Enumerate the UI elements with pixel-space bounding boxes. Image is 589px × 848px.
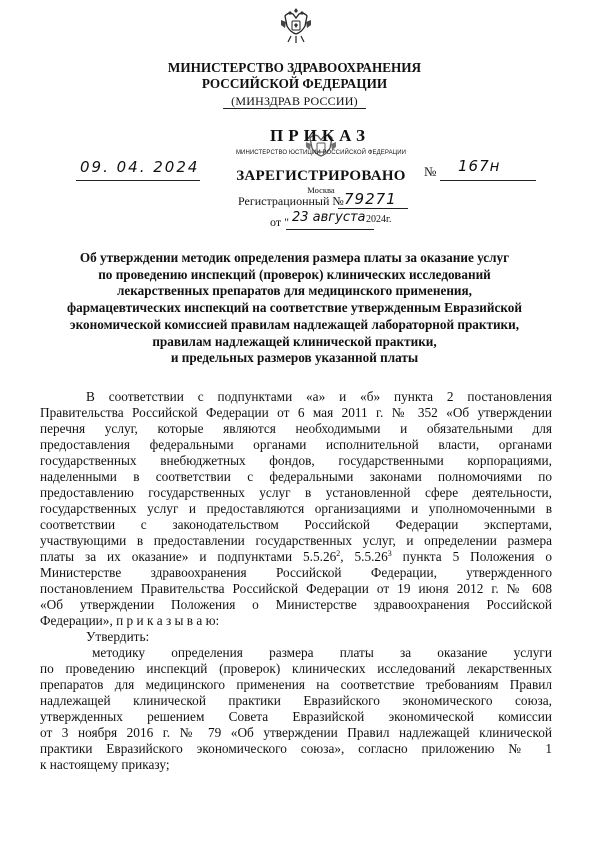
body-line: надлежащей клинической практики Евразийского экономического союза, <box>40 693 552 708</box>
body-line: Правительства Российской Федерации от 6 мая 2011 г. № 352 «Об утверждении <box>40 405 552 420</box>
registration-year: 2024г. <box>366 214 392 225</box>
body-line: препаратов для медицинского применения на соответствие требованиям Правил <box>40 677 552 692</box>
registered-label: ЗАРЕГИСТРИРОВАНО <box>236 168 406 184</box>
body-line: к настоящему приказу; <box>40 757 170 772</box>
document-body <box>40 389 552 773</box>
body-line: государственных внебюджетных фондов, государственными корпорациями, <box>40 453 552 468</box>
ministry-of-justice-label: МИНИСТЕРСТВО ЮСТИЦИИ РОССИЙСКОЙ ФЕДЕРАЦИИ <box>235 150 407 156</box>
registration-date-label: от " <box>270 215 289 229</box>
ministry-name-line2: РОССИЙСКОЙ ФЕДЕРАЦИИ <box>201 76 388 91</box>
registration-stamp <box>226 128 416 232</box>
title-line: по проведению инспекций (проверок) клинических исследований <box>98 266 491 282</box>
ministry-short-name: (МИНЗДРАВ РОССИИ) <box>223 94 366 109</box>
registration-number: 79271 <box>344 190 397 208</box>
document-title <box>40 250 549 367</box>
ministry-name-line1: МИНИСТЕРСТВО ЗДРАВООХРАНЕНИЯ <box>167 60 422 75</box>
body-line: предоставления федеральными органами исполнительной власти, органами <box>40 437 552 452</box>
body-line: практики Евразийского экономического союза», согласно приложению № 1 <box>40 741 552 756</box>
body-line: от 3 ноября 2016 г. № 79 «Об утверждении Правил надлежащей клинической <box>40 725 552 740</box>
title-line: и предельных размеров указанной платы <box>170 350 419 366</box>
body-line: «Об утверждении Положения о Министерстве здравоохранения Российской <box>40 597 552 612</box>
city-label: Москва <box>307 185 335 195</box>
registration-number-label: Регистрационный № <box>238 194 344 208</box>
body-line: Министерстве здравоохранения Российской Федерации, утвержденного <box>40 565 552 580</box>
body-line: В соответствии с подпунктами «а» и «б» пункта 2 постановления <box>86 389 552 404</box>
approve-line: Утвердить: <box>86 629 150 644</box>
seal-emblem-icon <box>304 128 338 168</box>
body-line-with-superscripts: платы за их оказание» и подпунктами 5.5.26$^2$, 5.5.26$^3$ пункта 5 Положения о <box>40 549 552 564</box>
title-line: лекарственных препаратов для медицинского применения, <box>117 283 472 299</box>
order-number: 167н <box>458 157 501 175</box>
body-line: перечня услуг, которые являются необходимыми и обязательными для <box>40 421 552 436</box>
body-line: постановлением Правительства Российской Федерации от 19 июня 2012 г. № 608 <box>40 581 552 596</box>
registration-date: 23 августа <box>292 210 366 225</box>
title-line: Об утверждении методик определения размера платы за оказание услуг <box>79 250 510 265</box>
title-line: экономической комиссией правилам надлежащей лабораторной практики, <box>69 316 520 332</box>
order-date: 09. 04. 2024 <box>80 158 200 176</box>
body-line: по проведению инспекций (проверок) клинических исследований лекарственных <box>40 661 552 676</box>
document-type: ПРИКАЗ <box>270 126 370 145</box>
body-line: методику определения размера платы за оказание услуги <box>92 645 552 660</box>
title-line: фармацевтических инспекций на соответствие утвержденным Евразийской <box>67 300 522 316</box>
body-line: Федерации», п р и к а з ы в а ю: <box>40 613 220 628</box>
body-line: предоставлению государственных услуг в установленной сфере деятельности, <box>40 485 552 500</box>
coat-of-arms-icon <box>279 6 313 46</box>
body-line: наделенными в соответствии с федеральными законами полномочиями по <box>40 469 552 484</box>
title-line: правилам надлежащей клинической практики, <box>152 333 437 349</box>
body-line: участвующими в предоставлении государственных услуг, и определении размера <box>40 533 552 548</box>
body-line: соответствии с законодательством Российской Федерации экспертами, <box>40 517 552 532</box>
order-number-label: № <box>424 164 437 179</box>
body-line: государственных услуг и предоставляются организациями и уполномоченными в <box>40 501 552 516</box>
body-line: утвержденных решением Совета Евразийской экономической комиссии <box>40 709 552 724</box>
